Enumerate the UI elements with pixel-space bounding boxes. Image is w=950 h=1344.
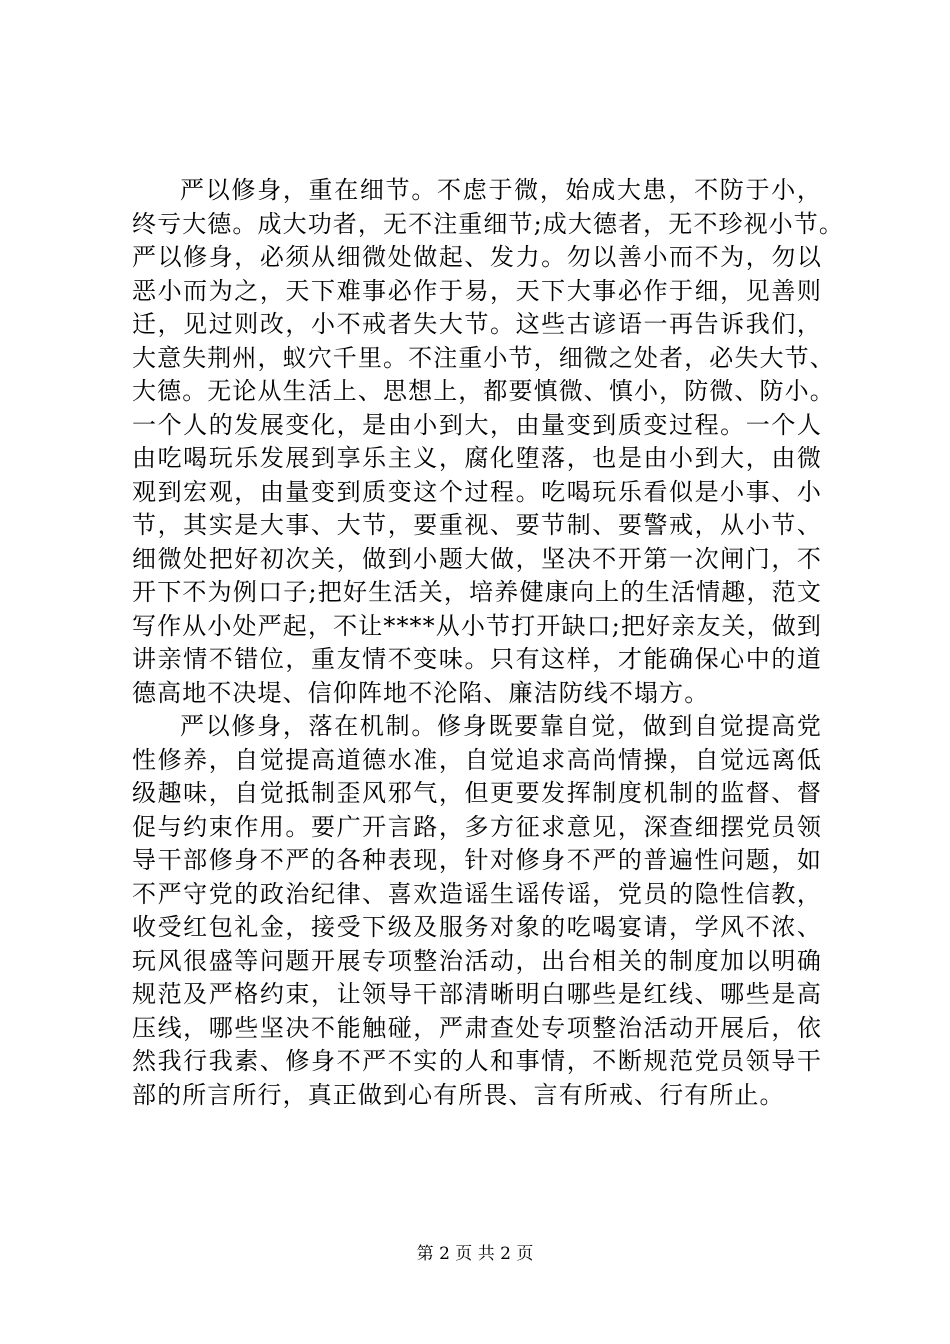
text-line: 部的所言所行，真正做到心有所畏、言有所戒、行有所止。 [132, 1080, 785, 1109]
text-line: 一个人的发展变化，是由小到大，由量变到质变过程。一个人 [132, 410, 822, 439]
text-line: 开下不为例口子;把好生活关，培养健康向上的生活情趣，范文 [132, 578, 822, 606]
paragraph-2 [132, 710, 822, 1112]
text-line: 写作从小处严起，不让****从小节打开缺口;把好亲友关，做到 [132, 611, 822, 640]
text-line: 级趣味，自觉抵制歪风邪气，但更要发挥制度机制的监督、督 [132, 779, 822, 807]
text-line: 大德。无论从生活上、思想上，都要慎微、慎小，防微、防小。 [132, 377, 835, 405]
text-line: 大意失荆州，蚁穴千里。不注重小节，细微之处者，必失大节、 [132, 343, 835, 372]
text-line: 由吃喝玩乐发展到享乐主义，腐化堕落，也是由小到大，由微 [132, 444, 822, 472]
page-footer [0, 1243, 950, 1265]
text-line: 讲亲情不错位，重友情不变味。只有这样，才能确保心中的道 [132, 645, 822, 673]
text-line: 促与约束作用。要广开言路，多方征求意见，深查细摆党员领 [132, 812, 822, 841]
text-line: 然我行我素、修身不严不实的人和事情，不断规范党员领导干 [132, 1047, 822, 1075]
text-line: 规范及严格约束，让领导干部清晰明白哪些是红线、哪些是高 [132, 980, 822, 1008]
paragraph-1 [132, 174, 844, 710]
page-number-label: 第 2 页 共 2 页 [416, 1244, 534, 1264]
text-line: 收受红包礼金，接受下级及服务对象的吃喝宴请，学风不浓、 [132, 913, 822, 941]
text-line: 性修养，自觉提高道德水准，自觉追求高尚情操，自觉远离低 [132, 745, 822, 774]
text-line: 严以修身，重在细节。不虑于微，始成大患，不防于小， [180, 176, 822, 204]
text-line: 严以修身，必须从细微处做起、发力。勿以善小而不为，勿以 [132, 243, 822, 271]
text-line: 细微处把好初次关，做到小题大做，坚决不开第一次闸门，不 [132, 544, 822, 573]
text-line: 德高地不决堤、信仰阵地不沦陷、廉洁防线不塌方。 [132, 678, 710, 707]
text-line: 压线，哪些坚决不能触碰，严肃查处专项整治活动开展后，依 [132, 1013, 822, 1042]
text-line: 节，其实是大事、大节，要重视、要节制、要警戒，从小节、 [132, 511, 822, 539]
text-line: 严以修身，落在机制。修身既要靠自觉，做到自觉提高党 [180, 712, 822, 740]
text-line: 不严守党的政治纪律、喜欢造谣生谣传谣，党员的隐性信教， [132, 879, 822, 908]
text-line: 导干部修身不严的各种表现，针对修身不严的普遍性问题，如 [132, 846, 822, 874]
text-line: 迁，见过则改，小不戒者失大节。这些古谚语一再告诉我们， [132, 310, 822, 338]
document-body [132, 174, 844, 1112]
text-line: 恶小而为之，天下难事必作于易，天下大事必作于细，见善则 [132, 276, 822, 305]
text-line: 终亏大德。成大功者，无不注重细节;成大德者，无不珍视小节。 [132, 209, 844, 238]
text-line: 玩风很盛等问题开展专项整治活动，出台相关的制度加以明确 [132, 946, 822, 975]
text-line: 观到宏观，由量变到质变这个过程。吃喝玩乐看似是小事、小 [132, 477, 822, 506]
